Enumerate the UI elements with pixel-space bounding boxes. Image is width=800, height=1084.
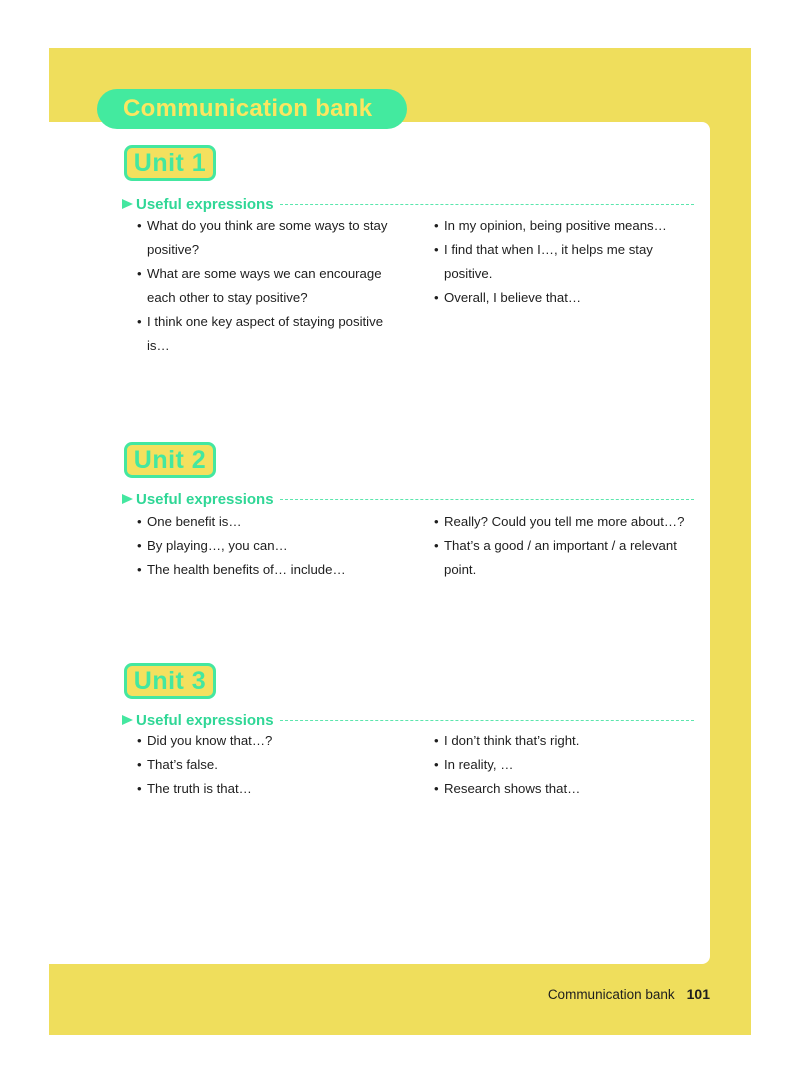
list-item: • The health benefits of… include… xyxy=(137,558,407,582)
unit-1-useful-expressions-heading xyxy=(122,195,694,213)
arrow-icon xyxy=(122,494,133,504)
list-item: • Really? Could you tell me more about…? xyxy=(434,510,694,534)
unit-1-right-list xyxy=(434,214,694,310)
section-label: Useful expressions xyxy=(136,490,274,508)
arrow-icon xyxy=(122,199,133,209)
arrow-icon xyxy=(122,715,133,725)
unit-2-label: Unit 2 xyxy=(133,445,207,474)
list-item: • That’s a good / an important / a relevant point. xyxy=(434,534,694,582)
list-item: • I don’t think that’s right. xyxy=(434,729,694,753)
list-item: • Did you know that…? xyxy=(137,729,407,753)
dashed-divider xyxy=(280,720,694,721)
unit-2-left-list xyxy=(137,510,407,582)
list-item: • I find that when I…, it helps me stay positive. xyxy=(434,238,674,286)
unit-1-label: Unit 1 xyxy=(133,148,207,177)
unit-2-right-list xyxy=(434,510,694,582)
dashed-divider xyxy=(280,499,694,500)
unit-1-left-list xyxy=(137,214,407,358)
list-item: • One benefit is… xyxy=(137,510,407,534)
list-item: • By playing…, you can… xyxy=(137,534,407,558)
list-item: • The truth is that… xyxy=(137,777,407,801)
list-item: • In reality, … xyxy=(434,753,694,777)
list-item: • I think one key aspect of staying positive is… xyxy=(137,310,407,358)
list-item: • Overall, I believe that… xyxy=(434,286,694,310)
page-title-banner xyxy=(97,89,407,129)
unit-3-right-list xyxy=(434,729,694,801)
page-number: 101 xyxy=(686,986,710,1002)
footer-section-title: Communication bank xyxy=(547,987,675,1002)
unit-2-badge xyxy=(124,442,216,478)
section-label: Useful expressions xyxy=(136,195,274,213)
unit-3-useful-expressions-heading xyxy=(122,711,694,729)
page-title: Communication bank xyxy=(123,95,373,122)
unit-3-left-list xyxy=(137,729,407,801)
section-label: Useful expressions xyxy=(136,711,274,729)
list-item: • In my opinion, being positive means… xyxy=(434,214,694,238)
dashed-divider xyxy=(280,204,694,205)
unit-2-useful-expressions-heading xyxy=(122,490,694,508)
list-item: • Research shows that… xyxy=(434,777,694,801)
page-footer xyxy=(548,986,710,1002)
unit-3-label: Unit 3 xyxy=(133,666,207,695)
list-item: • What are some ways we can encourage each other to stay positive? xyxy=(137,262,407,310)
unit-3-badge xyxy=(124,663,216,699)
list-item: • What do you think are some ways to stay positive? xyxy=(137,214,407,262)
list-item: • That’s false. xyxy=(137,753,407,777)
unit-1-badge xyxy=(124,145,216,181)
